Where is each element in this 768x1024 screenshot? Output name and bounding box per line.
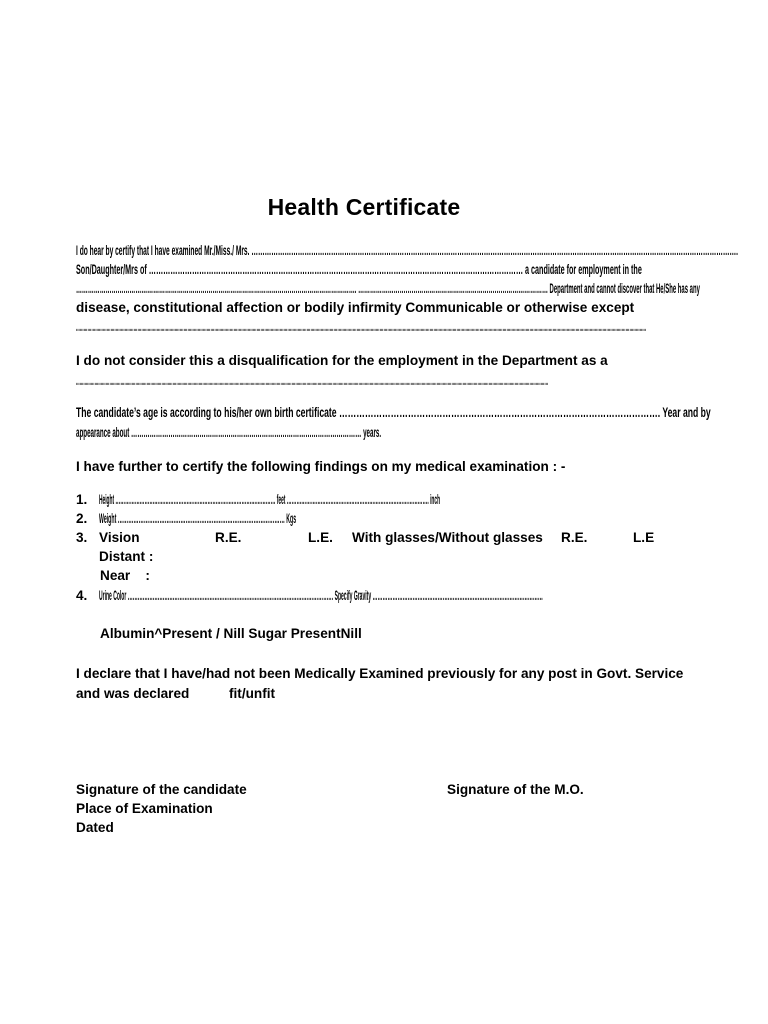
finding-3-number: 3. — [76, 530, 88, 545]
finding-albumin-sugar: Albumin^Present / Nill Sugar PresentNill — [100, 626, 362, 641]
finding-weight: Weight …………………………………………………………………………………… Kgs — [99, 511, 297, 526]
signature-candidate-label: Signature of the candidate — [76, 782, 247, 797]
vision-re-glasses-label: R.E. — [561, 530, 588, 545]
vision-near-label: Near : — [100, 568, 150, 583]
para3-line-1: The candidate’s age is according to his/her own birth certificate …………………………………………………………………………………………………. Year and by — [76, 405, 711, 420]
vision-le-glasses-label: L.E — [633, 530, 655, 545]
declaration-fit-unfit: fit/unfit — [229, 686, 276, 701]
para1-line-3: ……………………………………………………………………………………………………………………………. …………………………………………………………………………………… Department and cannot discover that He/She has any — [76, 281, 700, 296]
finding-height: Height ……………………………………………………………………………………… feet ……………………………………………………………………………. inch — [99, 492, 441, 507]
dated-label: Dated — [76, 820, 114, 835]
para1-line-2: Son/Daughter/Mrs of ………………………………………………………………………………………………………………………………………… a candidate for employment in the — [76, 262, 642, 277]
finding-1-number: 1. — [76, 492, 88, 507]
finding-vision-label: Vision — [99, 530, 140, 545]
vision-glasses-label: With glasses/Without glasses — [352, 530, 543, 545]
vision-distant-label: Distant : — [99, 549, 154, 564]
declaration-line-1: I declare that I have/had not been Medically Examined previously for any post in Govt. Service — [76, 666, 684, 681]
para1-line-1: I do hear by certify that I have examined Mr./Miss./ Mrs. …………………………………………………………………………………………………………………………………………………………………………………………………. — [76, 243, 738, 258]
signature-mo-label: Signature of the M.O. — [447, 782, 584, 797]
para4-line: I have further to certify the following findings on my medical examination : - — [76, 459, 566, 474]
document-title: Health Certificate — [267, 194, 461, 220]
finding-2-number: 2. — [76, 511, 88, 526]
para2-line-1: I do not consider this a disqualification for the employment in the Department as a — [76, 353, 608, 368]
vision-le-label: L.E. — [308, 530, 333, 545]
declaration-line-2a: and was declared — [76, 686, 190, 701]
place-of-examination-label: Place of Examination — [76, 801, 213, 816]
para3-line-2: appearance about ………………………………………………………………………………………………… years. — [76, 425, 382, 440]
vision-re-label: R.E. — [215, 530, 242, 545]
para1-line-5: …………………………………………………………………………………………………………………………………………………………………………………………………………………………………………………………………………………………………………………………………………………………………………………………………………. — [76, 319, 646, 334]
para2-line-2: ………………………………………………………………………………………………………………………………………………………………………………………………………………………………………………………………………………………………………………………………………………… — [76, 373, 549, 388]
finding-4-number: 4. — [76, 588, 88, 603]
finding-urine: Urine Color …………………………………………………………………………………………………………… Specify Gravity ………………………………………………………………………………………… — [99, 588, 543, 603]
para1-line-4: disease, constitutional affection or bodily infirmity Communicable or otherwise except — [76, 300, 635, 315]
